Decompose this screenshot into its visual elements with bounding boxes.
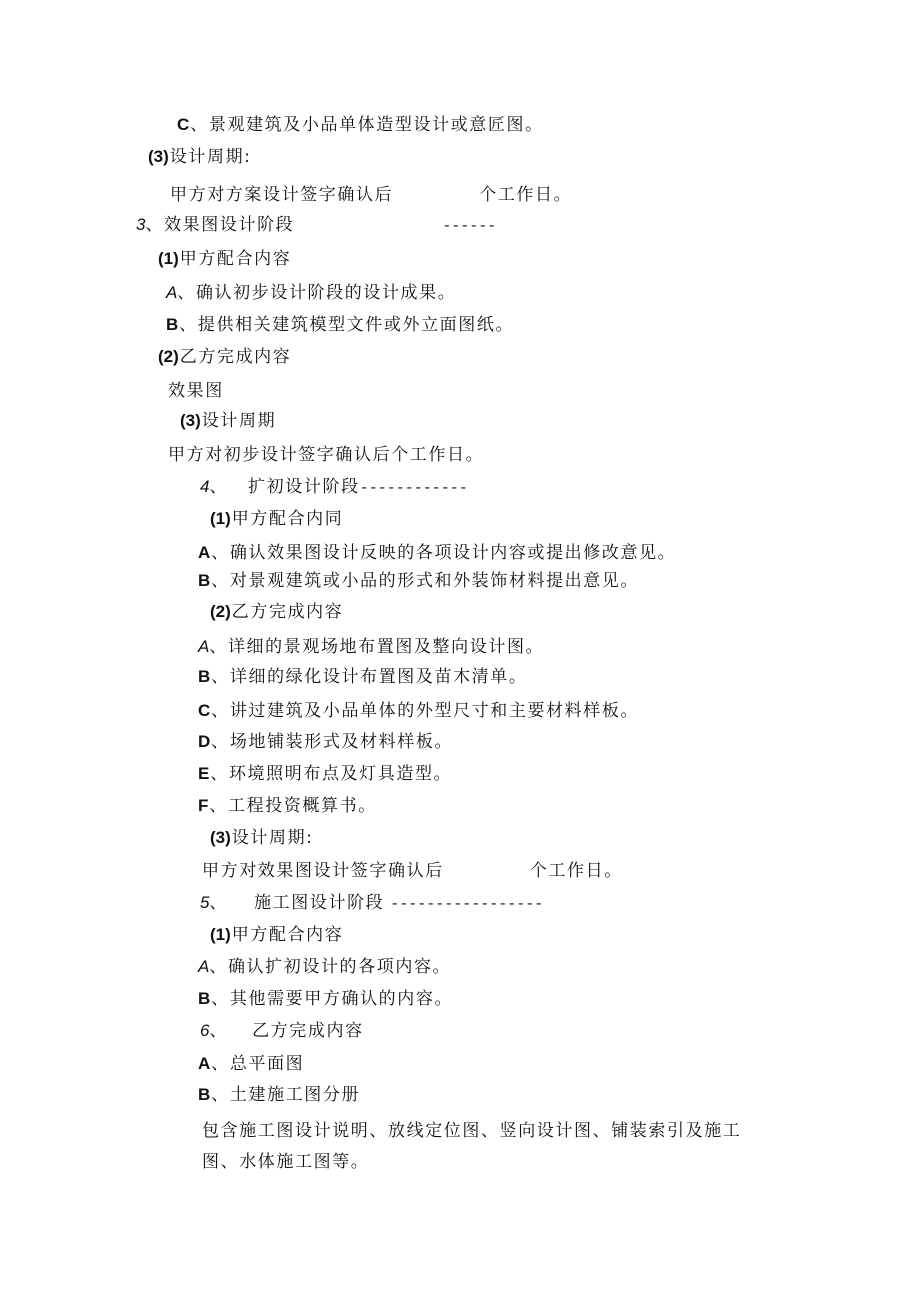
item-text: 效果图 xyxy=(168,381,224,401)
item-marker: (2) xyxy=(210,602,231,621)
item-b-provide-models xyxy=(166,313,514,337)
item-b-planting-plan xyxy=(198,665,527,689)
item-text: 设计周期: xyxy=(169,147,252,167)
item-a-confirm-expanded xyxy=(198,955,451,979)
section-number: 4 xyxy=(200,477,210,496)
item-text: 甲方配合内同 xyxy=(231,509,344,529)
item-text: 、环境照明布点及灯具造型。 xyxy=(210,764,453,784)
section-separator: 、 xyxy=(209,477,229,497)
item-f-budget xyxy=(198,794,377,818)
item-marker: A xyxy=(198,543,211,562)
rendering-confirmation-period xyxy=(202,859,623,883)
item-text: 包含施工图设计说明、放线定位图、竖向设计图、铺装索引及施工 xyxy=(202,1121,742,1141)
item-marker: (1) xyxy=(210,925,231,944)
item-text: 、土建施工图分册 xyxy=(211,1085,361,1105)
drawing-contents-line-2 xyxy=(202,1150,369,1174)
party-b-deliverables-heading xyxy=(210,600,343,624)
item-text: 、场地铺装形式及材料样板。 xyxy=(211,732,454,752)
item-marker: (3) xyxy=(148,147,169,166)
item-marker: F xyxy=(198,796,209,815)
section-number: 5 xyxy=(200,893,210,912)
section-5-heading xyxy=(200,891,543,917)
item-marker: B xyxy=(166,315,179,334)
rendering-deliverable xyxy=(168,379,224,403)
design-period-heading xyxy=(210,826,314,850)
item-text: 、详细的绿化设计布置图及苗木清单。 xyxy=(211,667,528,687)
section-separator: 、 xyxy=(209,893,229,913)
item-text: 设计周期 xyxy=(201,411,277,431)
item-text: 设计周期: xyxy=(231,828,314,848)
drawing-contents-line-1 xyxy=(202,1119,741,1143)
item-marker: (1) xyxy=(158,249,179,268)
design-period-heading xyxy=(148,145,252,169)
item-b-civil-drawings xyxy=(198,1083,360,1107)
item-marker: D xyxy=(198,732,211,751)
item-tail: 个工作日。 xyxy=(529,861,623,881)
item-text: 、讲过建筑及小品单体的外型尺寸和主要材料样板。 xyxy=(211,701,640,721)
item-marker: (3) xyxy=(210,828,231,847)
item-c-landscape-architecture xyxy=(177,113,544,137)
section-dashes: ----------------- xyxy=(390,896,544,913)
item-marker: B xyxy=(198,989,211,1008)
item-text: 、景观建筑及小品单体造型设计或意匠图。 xyxy=(190,115,544,135)
item-text: 乙方完成内容 xyxy=(179,347,292,367)
item-text: 甲方对初步设计签字确认后个工作日。 xyxy=(168,445,485,465)
item-a-master-plan xyxy=(198,1052,304,1076)
section-dashes: ------ xyxy=(442,218,497,235)
section-separator: 、 xyxy=(209,1021,229,1041)
item-b-material-opinions xyxy=(198,569,639,593)
item-marker: A xyxy=(198,637,210,656)
section-number: 3 xyxy=(136,215,146,234)
item-text: 、其他需要甲方确认的内容。 xyxy=(211,989,454,1009)
item-marker: C xyxy=(177,115,190,134)
section-number: 6 xyxy=(200,1021,210,1040)
item-marker: (3) xyxy=(180,411,201,430)
item-marker: A xyxy=(198,957,210,976)
section-title: 扩初设计阶段 xyxy=(248,477,360,497)
item-text: 图、水体施工图等。 xyxy=(202,1152,370,1172)
party-a-cooperation-heading xyxy=(158,247,291,271)
item-marker: B xyxy=(198,1085,211,1104)
item-text: 、确认扩初设计的各项内容。 xyxy=(209,957,452,977)
item-text: 甲方对方案设计签字确认后 xyxy=(170,185,394,205)
item-text: 、对景观建筑或小品的形式和外装饰材料提出意见。 xyxy=(211,571,640,591)
section-dashes: ------------ xyxy=(359,480,468,497)
section-title: 、效果图设计阶段 xyxy=(145,215,295,235)
item-text: 、确认效果图设计反映的各项设计内容或提出修改意见。 xyxy=(211,543,677,563)
item-tail: 个工作日。 xyxy=(479,185,573,205)
item-marker: (1) xyxy=(210,509,231,528)
party-a-cooperation-heading xyxy=(210,507,343,531)
item-text: 乙方完成内容 xyxy=(231,602,344,622)
item-text: 甲方对效果图设计签字确认后 xyxy=(202,861,444,881)
item-marker: C xyxy=(198,701,211,720)
section-title: 施工图设计阶段 xyxy=(254,893,385,913)
item-marker: A xyxy=(166,283,178,302)
preliminary-confirmation-period xyxy=(168,443,484,467)
item-a-confirm-rendering xyxy=(198,541,676,565)
item-text: 甲方配合内容 xyxy=(231,925,344,945)
item-text: 、提供相关建筑模型文件或外立面图纸。 xyxy=(179,315,515,335)
item-b-other-confirmations xyxy=(198,987,453,1011)
item-c-dimensions-materials xyxy=(198,699,639,723)
item-text: 、工程投资概算书。 xyxy=(209,796,377,816)
party-b-deliverables-heading xyxy=(158,345,291,369)
section-title: 乙方完成内容 xyxy=(252,1021,364,1041)
section-3-heading xyxy=(136,213,496,239)
section-6-heading xyxy=(200,1019,364,1043)
section-4-heading xyxy=(200,475,468,501)
item-marker: (2) xyxy=(158,347,179,366)
item-marker: B xyxy=(198,667,211,686)
item-d-paving xyxy=(198,730,453,754)
item-text: 、详细的景观场地布置图及整向设计图。 xyxy=(209,637,545,657)
item-text: 、确认初步设计阶段的设计成果。 xyxy=(177,283,457,303)
party-a-cooperation-heading xyxy=(210,923,343,947)
item-e-lighting xyxy=(198,762,452,786)
item-marker: B xyxy=(198,571,211,590)
design-period-heading xyxy=(180,409,276,433)
item-text: 甲方配合内容 xyxy=(179,249,292,269)
item-marker: A xyxy=(198,1054,211,1073)
scheme-confirmation-period xyxy=(170,183,572,207)
item-a-site-layout xyxy=(198,635,544,659)
item-a-confirm-preliminary xyxy=(166,281,456,305)
item-marker: E xyxy=(198,764,210,783)
item-text: 、总平面图 xyxy=(211,1054,305,1074)
